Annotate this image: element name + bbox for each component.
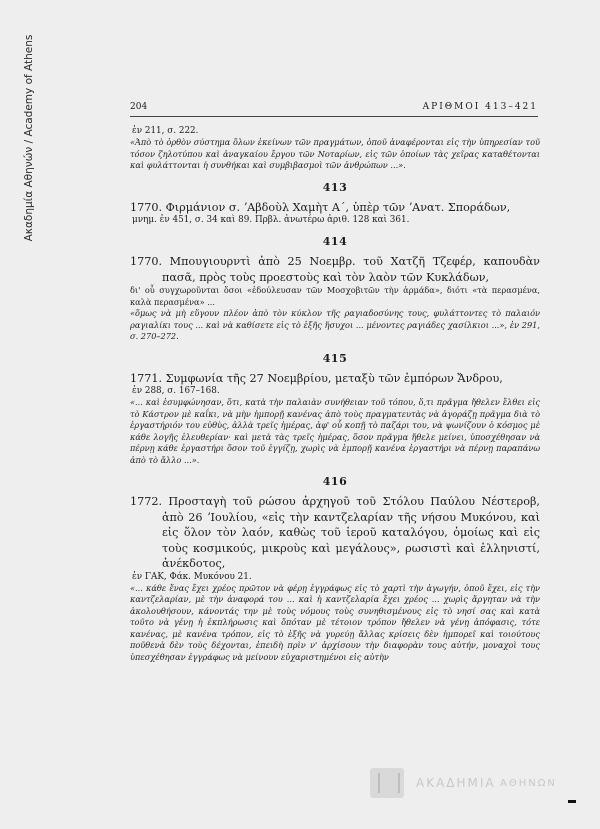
entry-heading: 1772. Προσταγὴ τοῦ ρώσου ἀρχηγοῦ τοῦ Στόλου Παύλου Νέστεροβ, ἀπὸ 26 ʼΙουλίου, «εἰς τὴν καντζελαρίαν τῆς νήσου Μυκόνου, καὶ εἰς ὅλον τὸν λαόν, καθὼς τοῦ ἱεροῦ καταλόγου, ὁμοίως καὶ εἰς τοὺς κοσμικούς, μικροὺς καὶ μεγάλους», ρωσιστὶ καὶ ἑλληνιστί, ἀνέκδοτος, bbox=[130, 495, 540, 570]
section-number: 414 bbox=[322, 235, 348, 248]
section-number: 415 bbox=[322, 351, 348, 365]
entry-reference: ἐν 288, σ. 167–168. bbox=[132, 386, 220, 396]
entry-heading: 1770. Μπουγιουρντὶ ἀπὸ 25 Νοεμβρ. τοῦ Χατζῆ Τζεφέρ, καπουδὰν πασᾶ, πρὸς τοὺς προεστοὺς καὶ τὸν λαὸν τῶν Κυκλάδων, bbox=[130, 255, 540, 284]
entry-reference: ἐν ΓΑΚ, Φάκ. Μυκόνου 21. bbox=[132, 571, 252, 582]
corner-mark bbox=[568, 800, 576, 803]
entry-quote: «... κάθε ἕνας ἔχει χρέος πρῶτον νὰ φέρῃ ἐγγράφως εἰς τὸ χαρτὶ τὴν ἀγωγήν, ὁποῦ ἔχει, εἰς τὴν καντζελαρίαν, μὲ τὴν ἀναφορά του ... καὶ ἡ καντζελαρία ἔχει χρέος ... χωρὶς ἄργηταν νὰ τὴν ἀκολουθήσουν, κάνοντάς την μὲ τοὺς νόμους τοὺς συνηθισμένους εἰς τὸ νησί σας καὶ κατὰ τοῦτο νὰ γένῃ ἡ ἐκπλήρωσις καὶ ὅπόταν μὲ τέτοιον τρόπον ἤθελεν νὰ γένῃ ἀπόφασις, τότε κανένας, μὲ κανένα τρόπον, εἰς τὸ ἑξῆς νὰ γυρεύῃ ἄλλας κρίσεις δὲν ἠμπορεῖ καὶ τοιούτους ποῦθενὰ δὲν τοὺς δέχονται, ἐπειδὴ πρὶν ν' ἀρχίσουν τὴν διαφορὰν τους αὐτήν, μοναχοὶ τους ὑπεσχέθησαν ἐγγράφως νὰ μείνουν εὐχαριστημένοι εἰς αὐτὴν bbox=[130, 582, 540, 662]
entry-heading: 1771. Συμφωνία τῆς 27 Νοεμβρίου, μεταξὺ τῶν ἐμπόρων Ἄνδρου, bbox=[130, 371, 503, 385]
academy-watermark bbox=[370, 768, 570, 798]
lead-reference: ἐν 211, σ. 222. bbox=[132, 126, 199, 136]
side-watermark bbox=[22, 28, 36, 248]
entry-reference: δι' οὗ συγχωροῦνται ὅσοι «ἐδούλευσαν τῶν Μοσχοβιτῶν τὴν ἀρμάδα», διότι «τὰ περασμένα, καλὰ περασμένα» ... bbox=[130, 285, 540, 307]
page-number: 204 bbox=[130, 102, 148, 112]
running-title: ΑΡΙΘΜΟΙ 413–421 bbox=[422, 102, 538, 112]
side-watermark-text: Ακαδημία Αθηνών / Academy of Athens bbox=[23, 34, 35, 242]
entry-reference: μνημ. ἐν 451, σ. 34 καὶ 89. Πρβλ. ἀνωτέρω ἀριθ. 128 καὶ 361. bbox=[132, 215, 410, 225]
page-header bbox=[130, 102, 538, 117]
academy-word-1: ΑΚΑΔΗΜΙΑ bbox=[416, 776, 496, 790]
page-content bbox=[130, 126, 540, 663]
academy-seal-icon bbox=[370, 768, 404, 798]
entry-heading: 1770. Φιρμάνιον σ. ʼΑβδοὺλ Χαμὴτ Α΄, ὑπὲρ τῶν ʼΑνατ. Σποράδων, bbox=[130, 200, 511, 214]
entry-quote: «... καὶ ἐσυμφώνησαν, ὅτι, κατὰ τὴν παλαιὰν συνήθειαν τοῦ τόπου, ὅ,τι πρᾶγμα ἤθελεν ἔλθει εἰς τὸ Κάστρον μὲ καΐκι, νὰ μὴν ἠμπορῇ κανένας ἀπὸ τοὺς πραγματευτὰς νὰ ἀγοράζῃ πρᾶγμα διὰ τὸ ἐργαστήριόν του εὐθὺς, ἀλλὰ τρεῖς ἡμέρας, ἀφ' οὗ κοπῇ τὸ παζάρι του, νὰ ψωνίζουν ὁ κόσμος μὲ κάθε λογῆς ἐλευθερίαν· καὶ μετὰ τὰς τρεῖς ἡμέρας, ὅσον πρᾶγμα ἤθελε μείνει, ὑποσχέθησαν νὰ πέρνῃ κάθε ἐργαστήρι ὅσον τοῦ ἐγγίζῃ, χωρὶς νὰ ἐμπορῇ κανένα ἐργαστήρι νὰ πέρνῃ παραπάνω ἀπὸ τὸ ἄλλο ...». bbox=[130, 397, 540, 465]
section-number: 416 bbox=[322, 475, 348, 488]
academy-word-2: ΑΘΗΝΩΝ bbox=[500, 778, 557, 789]
lead-quote: «Ἀπὸ τὸ ὀρθὸν σύστημα ὅλων ἐκείνων τῶν πραγμάτων, ὁποῦ ἀναφέρονται εἰς τὴν ὑπηρεσίαν τοῦ τόσον ζηλοτύπου καὶ ἀναγκαίου ἔργου τῶν Νοταρίων, εἰς τῶν ὁποίων τὰς χεῖρας καταθέτονται καὶ φυλάττονται ἡ συνθήκαι καὶ συμβιβασμοὶ τῶν ἀνθρώπων ...». bbox=[130, 137, 540, 170]
section-number: 413 bbox=[322, 180, 348, 194]
entry-quote: «ὅμως νὰ μὴ εὕγουν πλέον ἀπὸ τὸν κύκλον τῆς ραγιαδοσύνης τους, φυλάττοντες τὸ παλαιόν ραγιαλίκι τους ... καὶ νὰ καθίσετε εἰς τὸ ἑξῆς ἥσυχοι ... μένοντες ραγιάδες χασίλκιοι ...», ἐν 291, σ. 270–272. bbox=[130, 308, 540, 341]
